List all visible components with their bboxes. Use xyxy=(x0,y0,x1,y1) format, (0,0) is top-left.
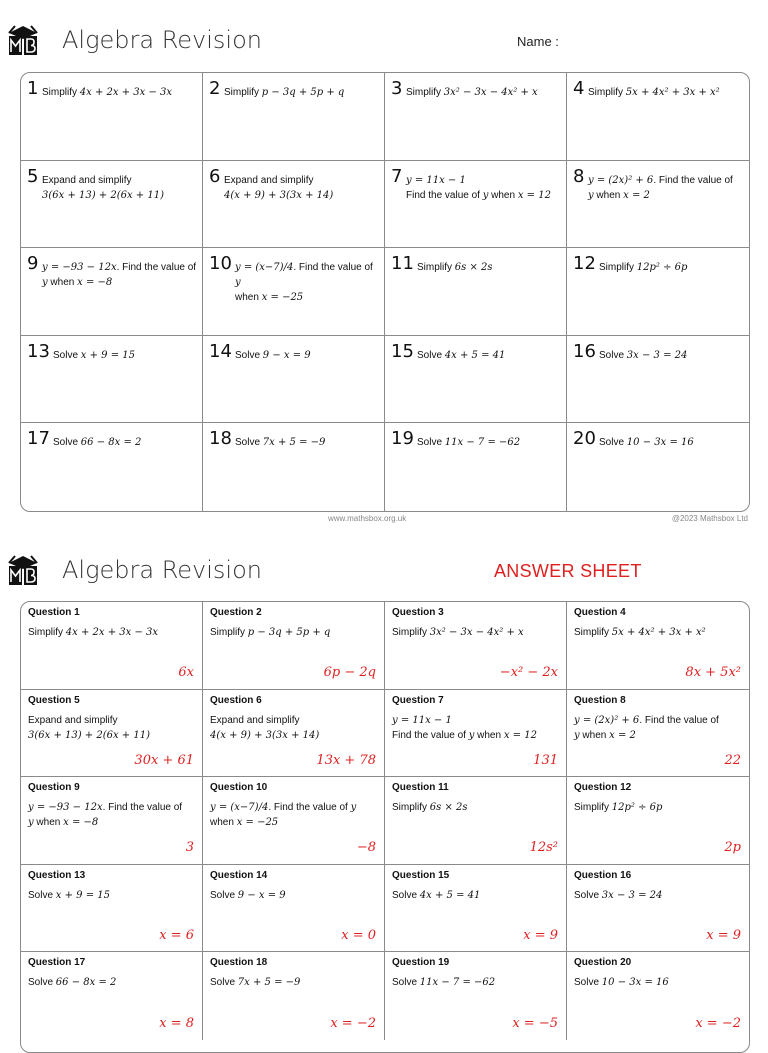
question-text: Simplify xyxy=(28,627,66,638)
answer-cell xyxy=(21,865,203,953)
question-text: Solve xyxy=(417,349,445,361)
answer-cell xyxy=(385,865,567,953)
question-cell xyxy=(21,161,203,249)
answer-value: x = −2 xyxy=(330,1016,376,1032)
question-prompt xyxy=(599,435,745,450)
question-text: when xyxy=(593,189,624,201)
answer-value: x = 8 xyxy=(159,1016,194,1032)
question-prompt xyxy=(588,173,745,203)
answer-value: 131 xyxy=(533,752,558,768)
answer-cell xyxy=(385,602,567,690)
answer-value: −x² − 2x xyxy=(499,665,558,680)
question-text: Expand and simplify xyxy=(42,174,132,186)
name-label: Name : xyxy=(517,34,559,49)
answer-question-prompt xyxy=(210,625,379,640)
answer-question-heading: Question 3 xyxy=(392,607,444,618)
question-cell xyxy=(21,248,203,336)
answer-question-prompt xyxy=(392,713,561,743)
question-cell xyxy=(21,73,203,161)
question-text: Solve xyxy=(392,977,420,989)
math-expression: y xyxy=(482,189,489,201)
question-text: . Find the value of xyxy=(653,174,733,186)
math-expression: x = −8 xyxy=(77,277,113,289)
math-expression: 3(6x + 13) + 2(6x + 11) xyxy=(28,729,150,741)
math-expression: p − 3q + 5p + q xyxy=(247,627,331,638)
answer-question-prompt xyxy=(210,975,379,990)
answer-cell xyxy=(203,777,385,865)
question-prompt xyxy=(417,348,562,363)
answer-question-heading: Question 12 xyxy=(574,782,632,794)
answer-value: x = −2 xyxy=(695,1016,741,1032)
math-expression: 9 − x = 9 xyxy=(262,349,311,361)
math-expression: 3x² − 3x − 4x² + x xyxy=(429,627,524,638)
question-text: Find the value of xyxy=(392,729,469,741)
question-text: Expand and simplify xyxy=(224,174,314,186)
question-number: 3 xyxy=(391,78,403,99)
math-expression: x = −25 xyxy=(261,292,304,304)
answer-question-prompt xyxy=(28,888,197,903)
answer-question-prompt xyxy=(28,800,197,830)
answer-question-heading: Question 6 xyxy=(210,694,262,706)
question-prompt xyxy=(42,173,198,203)
question-text: Solve xyxy=(28,889,56,901)
question-number: 17 xyxy=(27,428,50,450)
question-text: Simplify xyxy=(588,87,626,98)
math-expression: 66 − 8x = 2 xyxy=(55,977,117,989)
question-text: Solve xyxy=(392,889,420,901)
answer-cell xyxy=(567,777,749,865)
answer-cell xyxy=(385,690,567,778)
answer-question-heading: Question 19 xyxy=(392,957,450,969)
answer-sheet-title: Algebra Revision xyxy=(62,556,262,584)
question-cell xyxy=(567,73,749,161)
math-expression: 4x + 5 = 41 xyxy=(444,349,506,361)
question-text: when xyxy=(579,729,610,741)
answer-cell xyxy=(203,952,385,1040)
answer-value: x = −5 xyxy=(512,1016,558,1032)
math-expression: y = (x−7)/4 xyxy=(210,802,269,814)
question-text: Simplify xyxy=(224,87,262,98)
math-expression: 7x + 5 = −9 xyxy=(237,977,301,989)
math-expression: 3x − 3 = 24 xyxy=(601,889,663,901)
question-number: 1 xyxy=(27,78,39,99)
math-expression: x = 12 xyxy=(503,729,537,741)
question-number: 5 xyxy=(27,165,39,187)
answer-grid xyxy=(20,601,750,1053)
math-expression: 4x + 5 = 41 xyxy=(419,889,481,901)
question-text: when xyxy=(235,292,262,304)
answer-cell xyxy=(567,690,749,778)
answer-question-heading: Question 9 xyxy=(28,782,80,794)
answer-value: 22 xyxy=(724,752,741,768)
question-number: 18 xyxy=(209,428,232,450)
answer-value: x = 9 xyxy=(523,927,558,943)
answer-question-heading: Question 15 xyxy=(392,869,450,881)
answer-question-heading: Question 4 xyxy=(574,607,626,618)
question-text: Solve xyxy=(599,437,627,449)
answer-cell xyxy=(21,777,203,865)
answer-question-prompt xyxy=(392,625,561,640)
question-number: 8 xyxy=(573,165,585,187)
mathsbox-logo xyxy=(6,22,40,58)
question-text: Solve xyxy=(235,349,263,361)
answer-value: 12s² xyxy=(529,840,558,856)
question-grid xyxy=(20,72,750,512)
question-cell xyxy=(21,423,203,511)
math-expression: 4x + 2x + 3x − 3x xyxy=(65,627,159,638)
answer-question-prompt xyxy=(210,888,379,903)
question-cell xyxy=(567,336,749,424)
answer-value: 6x xyxy=(178,665,194,680)
question-text: . Find the value of xyxy=(102,802,183,814)
math-expression: x = 12 xyxy=(517,189,551,201)
question-text: Simplify xyxy=(392,627,430,638)
math-expression: y = 11x − 1 xyxy=(406,174,466,186)
math-expression: y = −93 − 12x xyxy=(42,262,117,274)
question-text: Solve xyxy=(53,437,81,449)
question-text: Solve xyxy=(210,977,238,989)
answer-question-prompt xyxy=(210,713,379,743)
answer-cell xyxy=(385,777,567,865)
math-expression: y xyxy=(574,729,580,741)
math-expression: 4(x + 9) + 3(3x + 14) xyxy=(224,189,334,201)
answer-question-heading: Question 14 xyxy=(210,869,268,881)
math-expression: 5x + 4x² + 3x + x² xyxy=(625,87,720,98)
question-prompt xyxy=(417,435,562,450)
question-number: 4 xyxy=(573,78,585,99)
question-prompt xyxy=(599,260,745,275)
question-text: when xyxy=(33,817,64,829)
math-expression: 11x − 7 = −62 xyxy=(444,437,521,449)
question-text: Simplify xyxy=(406,87,444,98)
question-text: Solve xyxy=(28,977,56,989)
math-expression: x = −8 xyxy=(63,817,99,829)
answer-cell xyxy=(385,952,567,1040)
math-expression: 3x² − 3x − 4x² + x xyxy=(443,87,538,98)
mathsbox-logo xyxy=(6,552,40,588)
question-cell xyxy=(385,248,567,336)
answer-cell xyxy=(203,602,385,690)
answer-question-heading: Question 1 xyxy=(28,607,80,618)
question-prompt xyxy=(235,260,380,305)
answer-question-prompt xyxy=(574,888,744,903)
answer-question-heading: Question 2 xyxy=(210,607,262,618)
math-expression: 11x − 7 = −62 xyxy=(419,977,496,989)
question-cell xyxy=(567,161,749,249)
answer-question-prompt xyxy=(210,800,379,830)
question-prompt xyxy=(42,260,198,290)
math-expression: x = 2 xyxy=(623,189,650,201)
question-cell xyxy=(385,423,567,511)
question-text: Solve xyxy=(574,977,602,989)
question-prompt xyxy=(224,173,380,203)
answer-question-heading: Question 20 xyxy=(574,957,632,969)
question-text: . Find the value of xyxy=(116,262,197,274)
question-prompt xyxy=(588,85,745,100)
answer-question-prompt xyxy=(28,975,197,990)
math-expression: 3x − 3 = 24 xyxy=(626,349,688,361)
question-prompt xyxy=(406,173,562,203)
answer-question-heading: Question 18 xyxy=(210,957,268,969)
math-expression: 4x + 2x + 3x − 3x xyxy=(79,87,173,98)
question-text: Expand and simplify xyxy=(28,714,118,726)
answer-sheet-heading: ANSWER SHEET xyxy=(494,561,642,581)
question-text: Solve xyxy=(417,437,445,449)
question-text: when xyxy=(210,817,237,829)
question-text: Simplify xyxy=(42,87,80,98)
question-text: Solve xyxy=(53,349,81,361)
answer-question-heading: Question 16 xyxy=(574,869,632,881)
question-number: 19 xyxy=(391,428,414,450)
answer-value: 6p − 2q xyxy=(323,665,376,680)
math-expression: x = −25 xyxy=(236,817,279,829)
question-text: Solve xyxy=(235,437,263,449)
question-cell xyxy=(203,336,385,424)
math-expression: y = (2x)² + 6 xyxy=(574,714,640,726)
question-text: Simplify xyxy=(599,262,637,274)
question-number: 20 xyxy=(573,428,596,450)
answer-question-prompt xyxy=(574,713,744,743)
math-expression: 6s × 2s xyxy=(429,802,468,814)
math-expression: 66 − 8x = 2 xyxy=(80,437,142,449)
answer-question-heading: Question 11 xyxy=(392,782,449,794)
answer-question-heading: Question 5 xyxy=(28,694,80,706)
math-expression: 9 − x = 9 xyxy=(237,889,286,901)
question-text: Solve xyxy=(599,349,627,361)
question-text: when xyxy=(474,729,504,741)
question-cell xyxy=(203,423,385,511)
footer-website: www.mathsbox.org.uk xyxy=(328,514,407,523)
question-number: 16 xyxy=(573,340,596,362)
question-prompt xyxy=(406,85,562,100)
question-prompt xyxy=(53,435,198,450)
question-number: 10 xyxy=(209,253,232,275)
answer-cell xyxy=(21,952,203,1040)
question-cell xyxy=(203,73,385,161)
answer-value: 2p xyxy=(724,840,741,856)
answer-question-heading: Question 10 xyxy=(210,782,268,794)
answer-cell xyxy=(203,865,385,953)
math-expression: x + 9 = 15 xyxy=(80,349,135,361)
question-number: 12 xyxy=(573,253,596,275)
answer-value: 3 xyxy=(185,840,194,856)
question-text: Simplify xyxy=(574,802,612,814)
question-cell xyxy=(203,161,385,249)
answer-value: x = 9 xyxy=(706,927,741,943)
question-text: when xyxy=(47,277,78,289)
math-expression: y = (2x)² + 6 xyxy=(588,174,654,186)
question-prompt xyxy=(599,348,745,363)
question-number: 7 xyxy=(391,165,403,187)
math-expression: x = 2 xyxy=(609,729,636,741)
answer-value: 8x + 5x² xyxy=(685,665,741,680)
answer-question-heading: Question 17 xyxy=(28,957,86,969)
question-text: Simplify xyxy=(574,627,612,638)
answer-question-prompt xyxy=(574,800,744,815)
answer-question-heading: Question 8 xyxy=(574,694,626,706)
answer-value: x = 0 xyxy=(341,927,376,943)
question-text: Simplify xyxy=(392,802,430,814)
question-cell xyxy=(385,336,567,424)
question-prompt xyxy=(417,260,562,275)
question-cell xyxy=(385,161,567,249)
math-expression: y = −93 − 12x xyxy=(28,802,103,814)
answer-question-prompt xyxy=(392,975,561,990)
worksheet-title: Algebra Revision xyxy=(62,26,262,54)
answer-question-heading: Question 7 xyxy=(392,694,444,706)
math-expression: y xyxy=(28,817,34,829)
math-expression: y xyxy=(42,277,48,289)
answer-question-heading: Question 13 xyxy=(28,869,86,881)
question-cell xyxy=(385,73,567,161)
question-prompt xyxy=(235,348,380,363)
math-expression: y = (x−7)/4 xyxy=(235,262,294,274)
question-number: 14 xyxy=(209,340,232,362)
question-number: 15 xyxy=(391,340,414,362)
answer-question-prompt xyxy=(574,625,744,640)
answer-cell xyxy=(567,952,749,1040)
answer-question-prompt xyxy=(392,800,561,815)
math-expression: 5x + 4x² + 3x + x² xyxy=(611,627,706,638)
question-text: . Find the value of xyxy=(639,714,719,726)
question-text: . Find the value of xyxy=(268,802,351,814)
question-text: Simplify xyxy=(210,627,248,638)
question-number: 2 xyxy=(209,78,221,99)
question-cell xyxy=(21,336,203,424)
answer-value: 30x + 61 xyxy=(134,752,194,768)
question-text: . Find the value of xyxy=(293,262,373,274)
question-prompt xyxy=(224,85,380,100)
question-number: 11 xyxy=(391,253,414,275)
footer-copyright: @2023 Mathsbox Ltd xyxy=(671,514,748,523)
question-cell xyxy=(567,248,749,336)
question-text: Find the value of xyxy=(406,189,483,201)
answer-value: x = 6 xyxy=(159,927,194,943)
math-expression: 12p² ÷ 6p xyxy=(636,262,688,274)
question-text: Solve xyxy=(574,889,602,901)
math-expression: y = 11x − 1 xyxy=(392,714,452,726)
question-text: Expand and simplify xyxy=(210,714,300,726)
question-number: 9 xyxy=(27,253,39,275)
math-expression: 10 − 3x = 16 xyxy=(601,977,669,989)
question-prompt xyxy=(53,348,198,363)
question-number: 13 xyxy=(27,340,50,362)
question-prompt xyxy=(42,85,198,100)
math-expression: y xyxy=(235,277,241,289)
math-expression: x + 9 = 15 xyxy=(55,889,110,901)
answer-cell xyxy=(21,602,203,690)
answer-question-prompt xyxy=(574,975,744,990)
question-text: Simplify xyxy=(417,262,455,274)
answer-question-prompt xyxy=(392,888,561,903)
answer-cell xyxy=(567,865,749,953)
math-expression: p − 3q + 5p + q xyxy=(261,87,345,98)
answer-cell xyxy=(567,602,749,690)
math-expression: y xyxy=(350,802,357,814)
math-expression: 7x + 5 = −9 xyxy=(262,437,326,449)
question-text: Solve xyxy=(210,889,238,901)
answer-cell xyxy=(203,690,385,778)
answer-cell xyxy=(21,690,203,778)
math-expression: 4(x + 9) + 3(3x + 14) xyxy=(210,729,320,741)
question-prompt xyxy=(235,435,380,450)
math-expression: 10 − 3x = 16 xyxy=(626,437,694,449)
question-number: 6 xyxy=(209,165,221,187)
answer-value: 13x + 78 xyxy=(316,752,376,768)
answer-question-prompt xyxy=(28,713,197,743)
answer-question-prompt xyxy=(28,625,197,640)
answer-value: −8 xyxy=(356,840,376,856)
math-expression: y xyxy=(468,729,475,741)
question-cell xyxy=(203,248,385,336)
question-text: when xyxy=(488,189,518,201)
math-expression: 12p² ÷ 6p xyxy=(611,802,663,814)
math-expression: 6s × 2s xyxy=(454,262,493,274)
question-cell xyxy=(567,423,749,511)
math-expression: y xyxy=(588,189,594,201)
math-expression: 3(6x + 13) + 2(6x + 11) xyxy=(42,189,164,201)
